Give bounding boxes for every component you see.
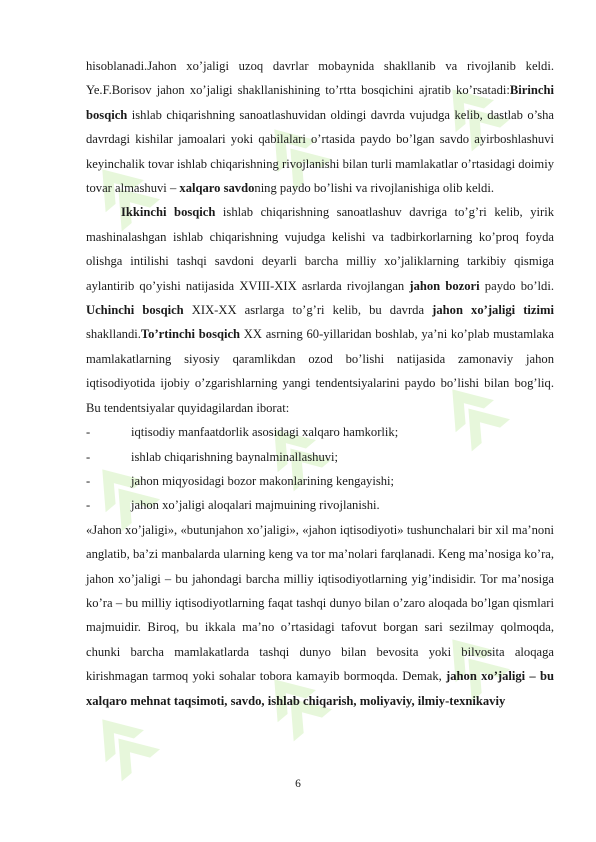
- bold-term: jahon xo’jaligi – bu xalqaro mehnat taqsimoti, savdo, ishlab chiqarish, moliyaviy, ilmiy-texnikaviy: [86, 669, 555, 708]
- bold-term: Uchinchi bosqich: [86, 303, 184, 318]
- document-body: [86, 54, 554, 713]
- list-item-text: iqtisodiy manfaatdorlik asosidagi xalqaro hamkorlik;: [131, 425, 399, 440]
- list-item: [86, 469, 554, 493]
- bold-term: jahon bozori: [409, 278, 480, 293]
- list-item-text: ishlab chiqarishning baynalminallashuvi;: [131, 449, 339, 464]
- text-run: XIX-XX asrlarga to’g’ri kelib, bu davrda: [183, 303, 433, 318]
- list-item: [86, 493, 554, 517]
- list-dash: -: [86, 473, 91, 488]
- paragraph-definitions: [86, 518, 554, 713]
- text-run: paydo bo’ldi.: [479, 278, 554, 293]
- list-item: [86, 420, 554, 444]
- bold-term: xalqaro savdo: [179, 181, 255, 196]
- tendencies-list: [86, 420, 554, 518]
- paragraph-stages-intro: [86, 54, 554, 200]
- bold-term: jahon xo’jaligi tizimi: [432, 303, 554, 318]
- text-run: ishlab chiqarishning sanoatlashuvidan oldingi davrda vujudga kelib, dastlab o’sha davrdagi kishilar jamoalari yoki qabilalari o’rtasida paydo bo’lgan savdo ayirboshlashuvi keyinchalik tovar ishlab chiqarishning rivojlanishi bilan turli mamlakatlar o’rtasidagi doimiy tovar almashuvi –: [86, 107, 554, 196]
- list-dash: -: [86, 498, 91, 513]
- text-run: XX asrning 60-yillaridan boshlab, ya’ni ko’plab mustamlaka mamlakatlarning siyosiy qaramlikdan ozod bo’lishi natijasida zamonaviy jahon iqtisodiyotida ijobiy o’zgarishlarning yangi tendentsiyalarini paydo bo’lishi bilan bog’liq. Bu tendentsiyalar quyidagilardan iborat:: [86, 327, 554, 415]
- list-item: [86, 445, 554, 469]
- page-number: 6: [295, 778, 301, 790]
- paragraph-stages-two-to-four: [86, 200, 554, 420]
- text-run: shakllandi.: [86, 327, 141, 342]
- list-dash: -: [86, 449, 91, 464]
- list-item-text: jahon miqyosidagi bozor makonlarining kengayishi;: [131, 473, 395, 488]
- bold-term: Ikkinchi bosqich: [121, 205, 216, 220]
- bold-term: Birinchi bosqich: [86, 83, 554, 122]
- text-run: «Jahon xo’jaligi», «butunjahon xo’jaligi», «jahon iqtisodiyoti» tushunchalari bir xil ma’noni anglatib, ba’zi manbalarda ularning keng va tor ma’nolari farqlanadi. Keng ma’nosiga ko’ra, jahon xo’jaligi – bu jahondagi barcha milliy iqtisodiyotlarning yig’indisidir. Tor ma’nosiga ko’ra – bu milliy iqtisodiyotlarning faqat tashqi dunyo bilan o’zaro aloqada bo’lgan qismlari majmuidir. Biroq, bu ikkala ma’no o’rtasidagi tafovut borgan sari sezilmay qolmoqda, chunki barcha mamlakatlarda tashqi dunyo bilan bevosita yoki bilvosita aloqaga kirishmagan tarmoq yoki sohalar tobora kamayib bormoqda. Demak,: [86, 522, 554, 684]
- text-run: ning paydo bo’lishi va rivojlanishiga olib keldi.: [254, 181, 494, 196]
- bold-term: To’rtinchi bosqich: [140, 327, 241, 342]
- text-run: hisoblanadi.Jahon xo’jaligi uzoq davrlar mobaynida shakllanib va rivojlanib keldi. Ye.F.Borisov jahon xo’jaligi shakllanishining to’rtta bosqichini ajratib ko’rsatadi:: [86, 59, 554, 98]
- list-item-text: jahon xo’jaligi aloqalari majmuining rivojlanishi.: [131, 498, 380, 513]
- text-run: ishlab chiqarishning sanoatlashuv davriga to’g’ri kelib, yirik mashinalashgan ishlab chiqarishning vujudga kelishi va tadbirkorlarning ko’proq foyda olishga intilishi tashqi savdoni deyarli barcha milliy xo’jaliklarning tarkibiy qismiga aylantirib qo’yishi natijasida XVIII-XIX asrlarda rivojlangan: [86, 205, 555, 293]
- list-dash: -: [86, 425, 91, 440]
